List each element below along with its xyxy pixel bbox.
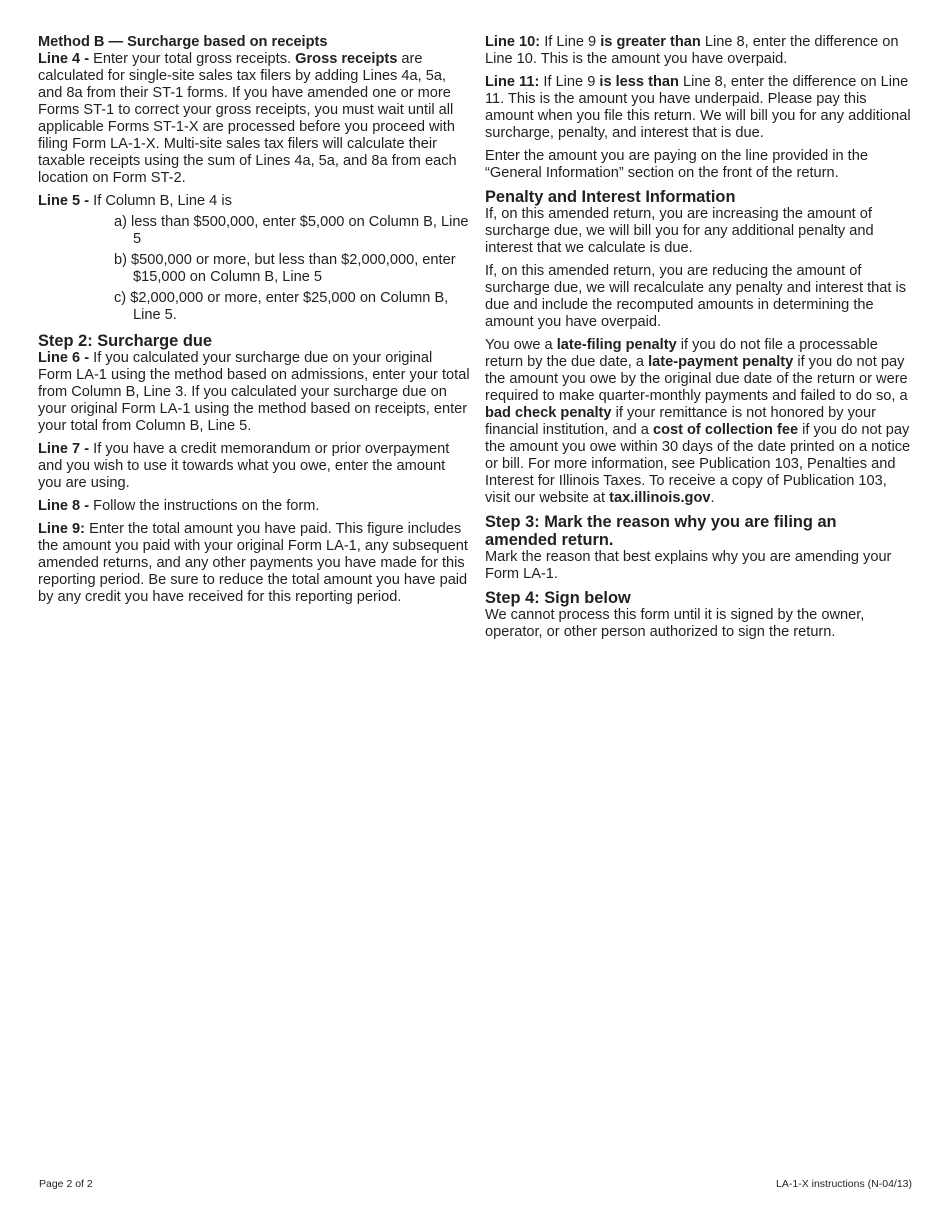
line-10-label: Line 10: [485, 34, 541, 50]
penalty-paragraph-2: If, on this amended return, you are reducing the amount of surcharge due, we will recalculate any penalty and interest that is due and include the recomputed amounts in determining the amount you have overpaid. [485, 263, 907, 330]
form-identifier: LA-1-X instructions (N-04/13) [776, 1178, 912, 1190]
line-9-label: Line 9: [38, 521, 86, 537]
line-6-label: Line 6 - [38, 350, 90, 366]
line-5-option-b: b) $500,000 or more, but less than $2,000,000, enter $15,000 on Column B, Line 5 [114, 252, 456, 285]
line-8-instruction [38, 498, 470, 515]
penalty-text: if you do not file a processable return by the due date, a [485, 337, 878, 370]
gross-receipts-term: Gross receipts [295, 51, 398, 67]
payment-note: Enter the amount you are paying on the line provided in the “General Information” section on the front of the return. [485, 148, 868, 181]
penalty-paragraph-1: If, on this amended return, you are increasing the amount of surcharge due, we will bill you for any additional penalty and interest that we calculate is due. [485, 206, 874, 256]
step-4-text: We cannot process this form until it is signed by the owner, operator, or other person authorized to sign the return. [485, 607, 865, 640]
website-link[interactable]: tax.illinois.gov [609, 490, 711, 506]
penalty-text: if you do not pay the amount you owe by the original due date of the return or were required to make quarter-monthly payments and failed to do so, a [485, 354, 908, 404]
line-10-text-rest: Line 8, enter the difference on Line 10. This is the amount you have overpaid. [485, 34, 899, 67]
left-column [38, 34, 470, 612]
method-b-heading: Method B — Surcharge based on receipts [38, 34, 328, 50]
line-9-instruction [38, 521, 470, 606]
late-payment-penalty-term: late-payment penalty [648, 354, 794, 370]
line-7-instruction [38, 441, 470, 492]
line-7-text: If you have a credit memorandum or prior overpayment and you wish to use it towards what you owe, enter the amount you are using. [38, 441, 450, 491]
cost-of-collection-fee-term: cost of collection fee [652, 422, 799, 438]
line-8-text: Follow the instructions on the form. [93, 498, 320, 514]
line-4-text: Enter your total gross receipts. [93, 51, 292, 67]
line-4-instruction [38, 51, 470, 187]
line-9-text: Enter the total amount you have paid. This figure includes the amount you paid with your original Form LA-1, any subsequent amended returns, and any other payments you have made for this reporting period. Be sure to reduce the total amount you have paid by any credit you have received for this reporting period. [38, 521, 468, 605]
line-11-text: If Line 9 [543, 74, 596, 90]
greater-than-term: is greater than [600, 34, 701, 50]
line-6-instruction [38, 350, 470, 435]
line-11-instruction [485, 74, 913, 142]
page-number: Page 2 of 2 [39, 1178, 93, 1190]
step-3-text: Mark the reason that best explains why you are amending your Form LA-1. [485, 549, 900, 582]
line-5-instruction [38, 193, 470, 210]
line-7-label: Line 7 - [38, 441, 90, 457]
penalty-text: if you do not pay the amount you owe within 30 days of the date printed on a notice or bill. For more information, see Publication 103, Penalties and Interest for Illinois Taxes. To receive a copy of Publication 103, visit our website at [485, 422, 911, 506]
penalty-text: if your remittance is not honored by your financial institution, and a [485, 405, 876, 438]
line-5-text: If Column B, Line 4 is [93, 193, 232, 209]
line-4-label: Line 4 - [38, 51, 90, 67]
step-3-heading: Step 3: Mark the reason why you are filing an amended return. [485, 513, 837, 549]
right-column [485, 34, 913, 647]
line-11-text-rest: Line 8, enter the difference on Line 11. This is the amount you have underpaid. Please pay this amount when you file this return. We will bill you for any additional surcharge, penalty, and interest that is due. [485, 74, 911, 141]
step-4-heading: Step 4: Sign below [485, 589, 631, 607]
penalty-paragraph-3 [485, 337, 913, 507]
step-2-heading: Step 2: Surcharge due [38, 332, 212, 350]
penalty-text: You owe a [485, 337, 553, 353]
line-5-option-a: a) less than $500,000, enter $5,000 on Column B, Line 5 [114, 214, 469, 247]
line-5-label: Line 5 - [38, 193, 90, 209]
line-5-option-c: c) $2,000,000 or more, enter $25,000 on Column B, Line 5. [114, 290, 449, 323]
line-10-text: If Line 9 [544, 34, 597, 50]
line-10-instruction [485, 34, 913, 68]
line-6-text: If you calculated your surcharge due on your original Form LA-1 using the method based on admissions, enter your total from Column B, Line 3. If you calculated your surcharge due on your original Form LA-1 using the method based on receipts, enter your total from Column B, Line 5. [38, 350, 470, 434]
line-11-label: Line 11: [485, 74, 540, 90]
bad-check-penalty-term: bad check penalty [485, 405, 612, 421]
penalty-heading: Penalty and Interest Information [485, 188, 736, 206]
less-than-term: is less than [599, 74, 679, 90]
penalty-text-end: . [710, 490, 715, 506]
line-8-label: Line 8 - [38, 498, 90, 514]
line-4-text-rest: are calculated for single-site sales tax filers by adding Lines 4a, 5a, and 8a from their ST-1 forms. If you have amended one or more Forms ST-1 to correct your gross receipts, you must wait until all applicable Forms ST-1-X are processed before you proceed with filing Form LA-1-X. Multi-site sales tax filers will calculate their taxable receipts using the sum of Lines 4a, 5a, and 8a from each location on Form ST-2. [38, 51, 457, 186]
late-filing-penalty-term: late-filing penalty [556, 337, 677, 353]
line-5-options [38, 214, 470, 324]
